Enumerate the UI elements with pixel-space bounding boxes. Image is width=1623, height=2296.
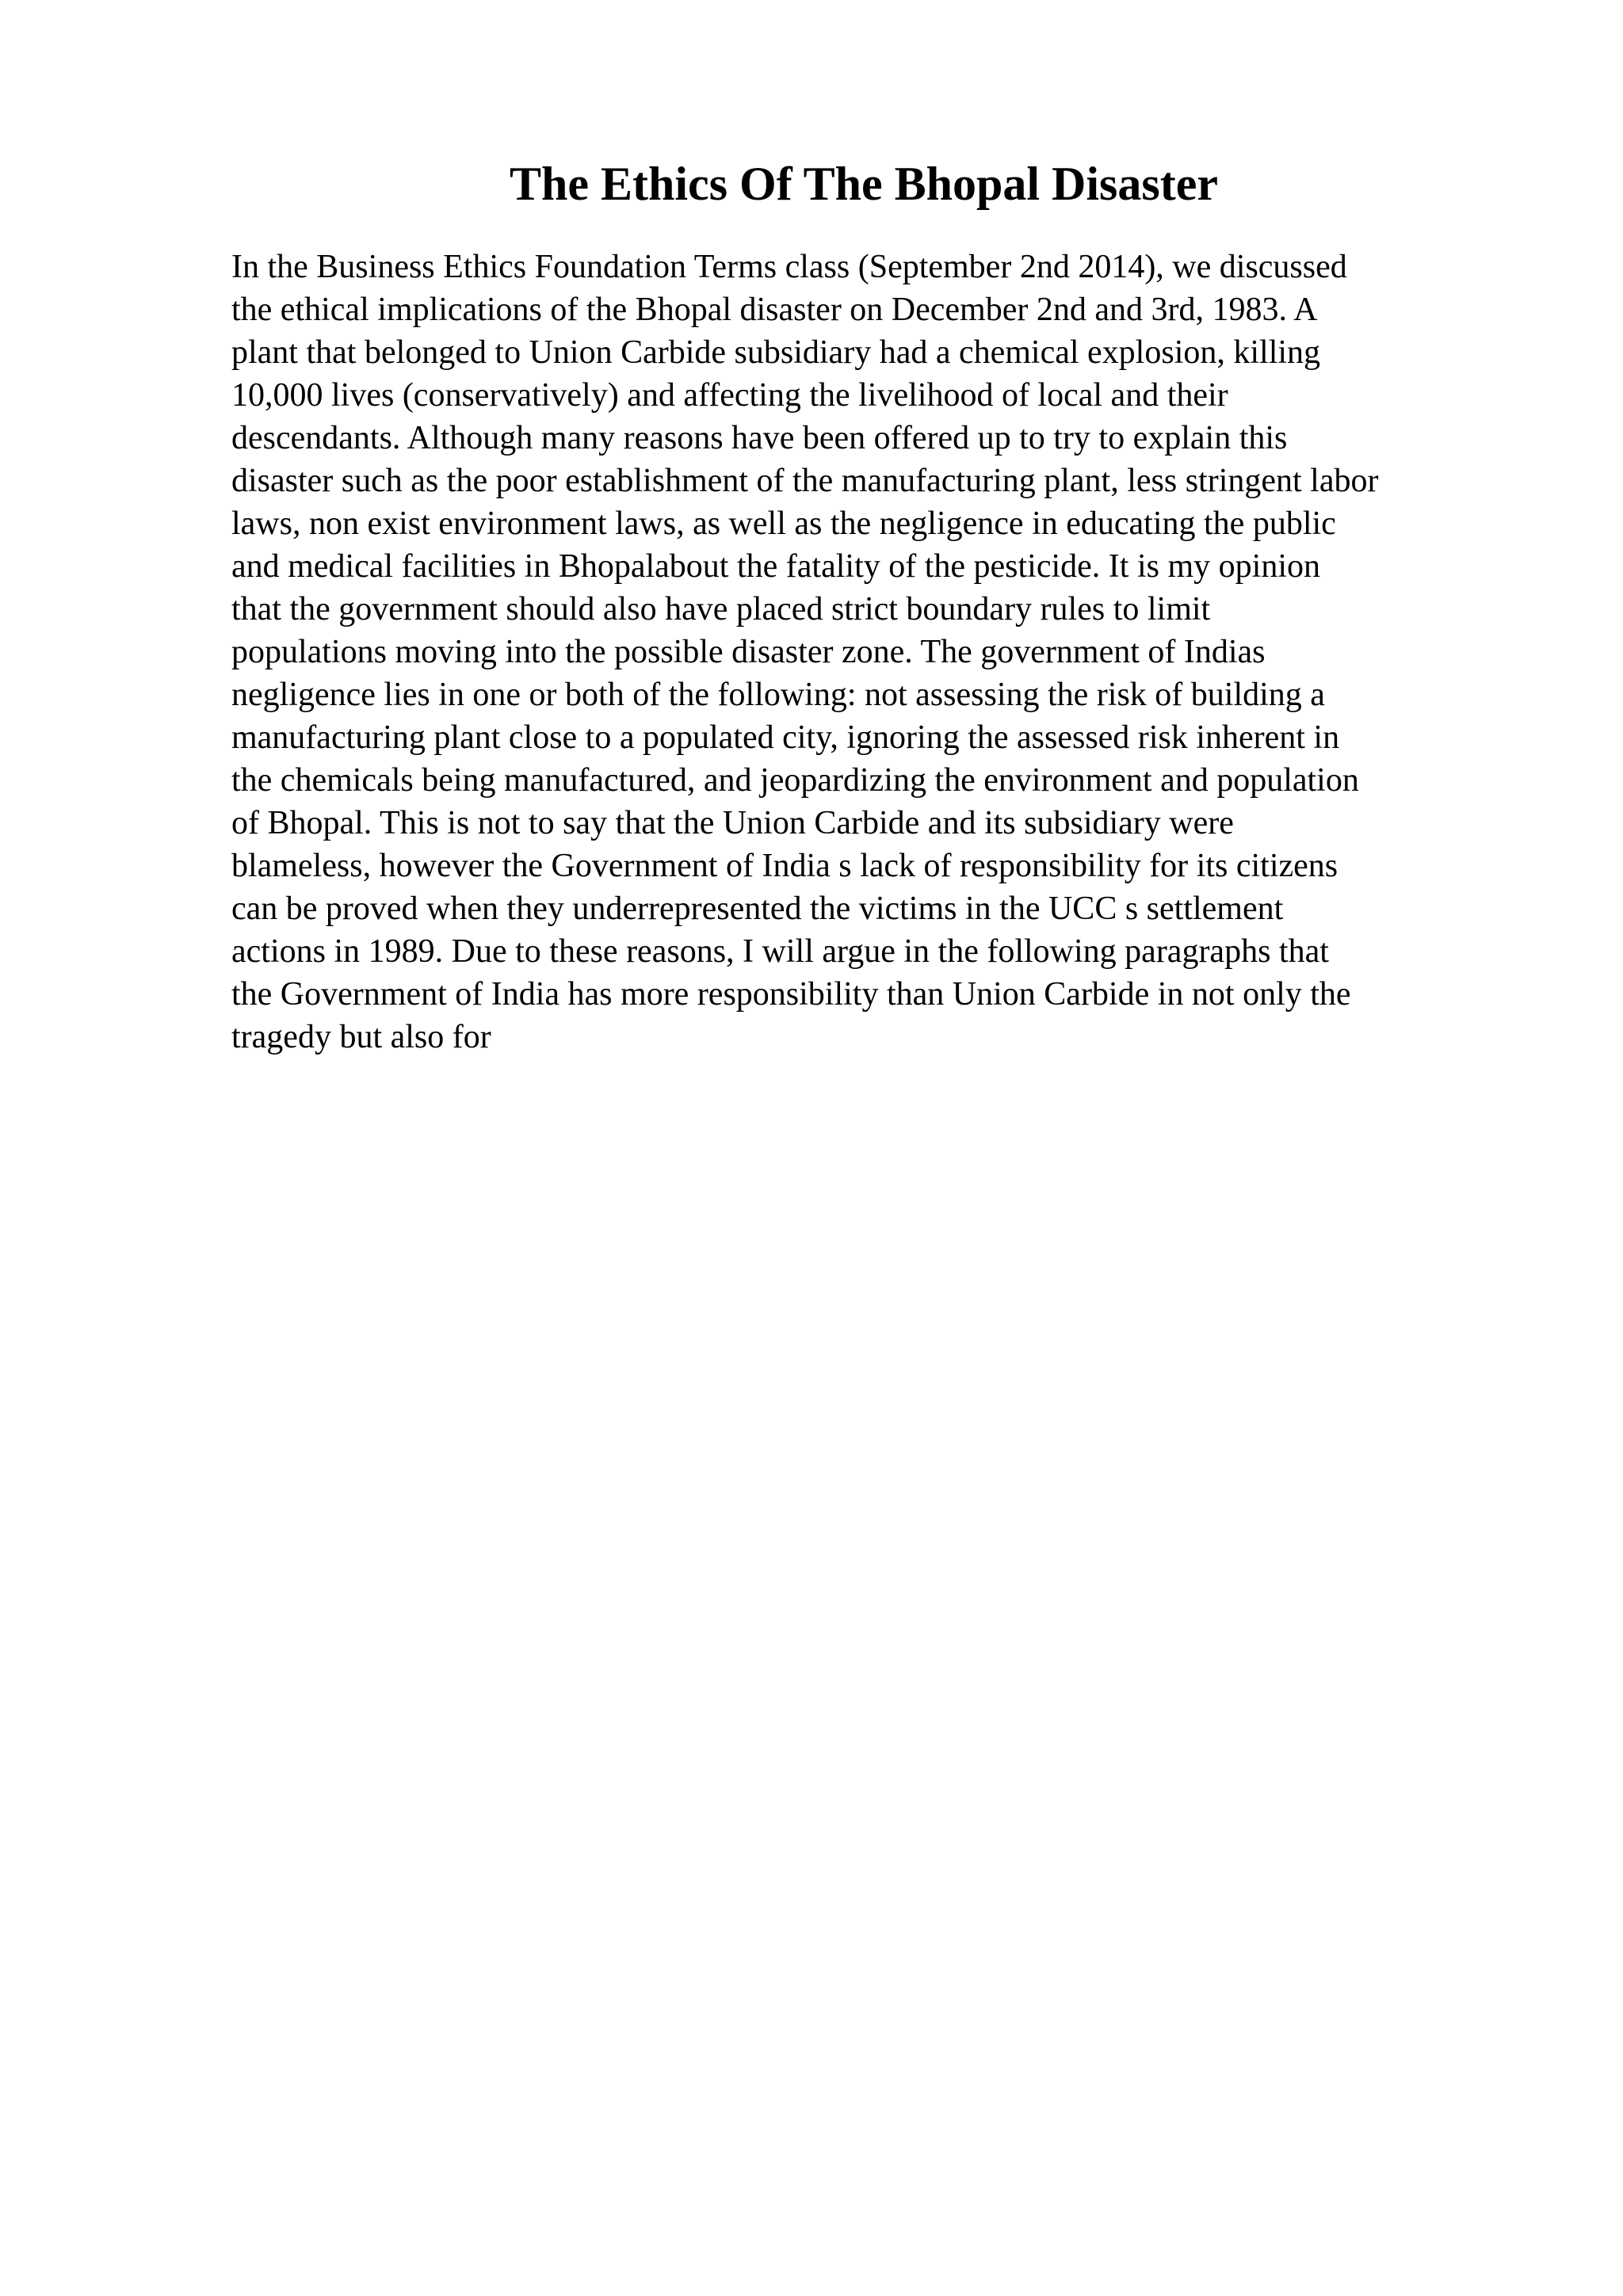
body-line: laws, non exist environment laws, as well as the negligence in educating the public xyxy=(231,505,1336,542)
body-line: can be proved when they underrepresented the victims in the UCC s settlement xyxy=(231,891,1284,927)
body-line: the ethical implications of the Bhopal disaster on December 2nd and 3rd, 1983. A xyxy=(231,292,1318,328)
body-line: of Bhopal. This is not to say that the Union Carbide and its subsidiary were xyxy=(231,805,1234,841)
body-line: blameless, however the Government of India s lack of responsibility for its citizens xyxy=(231,848,1338,884)
body-line: actions in 1989. Due to these reasons, I will argue in the following paragraphs that xyxy=(231,933,1329,970)
body-line: plant that belonged to Union Carbide subsidiary had a chemical explosion, killing xyxy=(231,334,1321,371)
document-body xyxy=(231,246,1515,1058)
body-line: descendants. Although many reasons have been offered up to try to explain this xyxy=(231,420,1288,456)
body-line: 10,000 lives (conservatively) and affecting the livelihood of local and their xyxy=(231,377,1228,414)
body-line: disaster such as the poor establishment of the manufacturing plant, less stringent labor xyxy=(231,463,1379,499)
body-line: In the Business Ethics Foundation Terms class (September 2nd 2014), we discussed xyxy=(231,249,1347,285)
body-line: the chemicals being manufactured, and jeopardizing the environment and population xyxy=(231,762,1359,799)
document-title: The Ethics Of The Bhopal Disaster xyxy=(510,158,1218,210)
body-line: and medical facilities in Bhopalabout the fatality of the pesticide. It is my opinion xyxy=(231,548,1320,585)
body-line: the Government of India has more responsibility than Union Carbide in not only the xyxy=(231,976,1351,1013)
body-line: negligence lies in one or both of the following: not assessing the risk of building a xyxy=(231,677,1325,713)
body-line: that the government should also have placed strict boundary rules to limit xyxy=(231,591,1211,627)
body-line: populations moving into the possible disaster zone. The government of Indias xyxy=(231,634,1266,670)
body-line: manufacturing plant close to a populated city, ignoring the assessed risk inherent in xyxy=(231,719,1340,756)
body-line: tragedy but also for xyxy=(231,1019,491,1055)
